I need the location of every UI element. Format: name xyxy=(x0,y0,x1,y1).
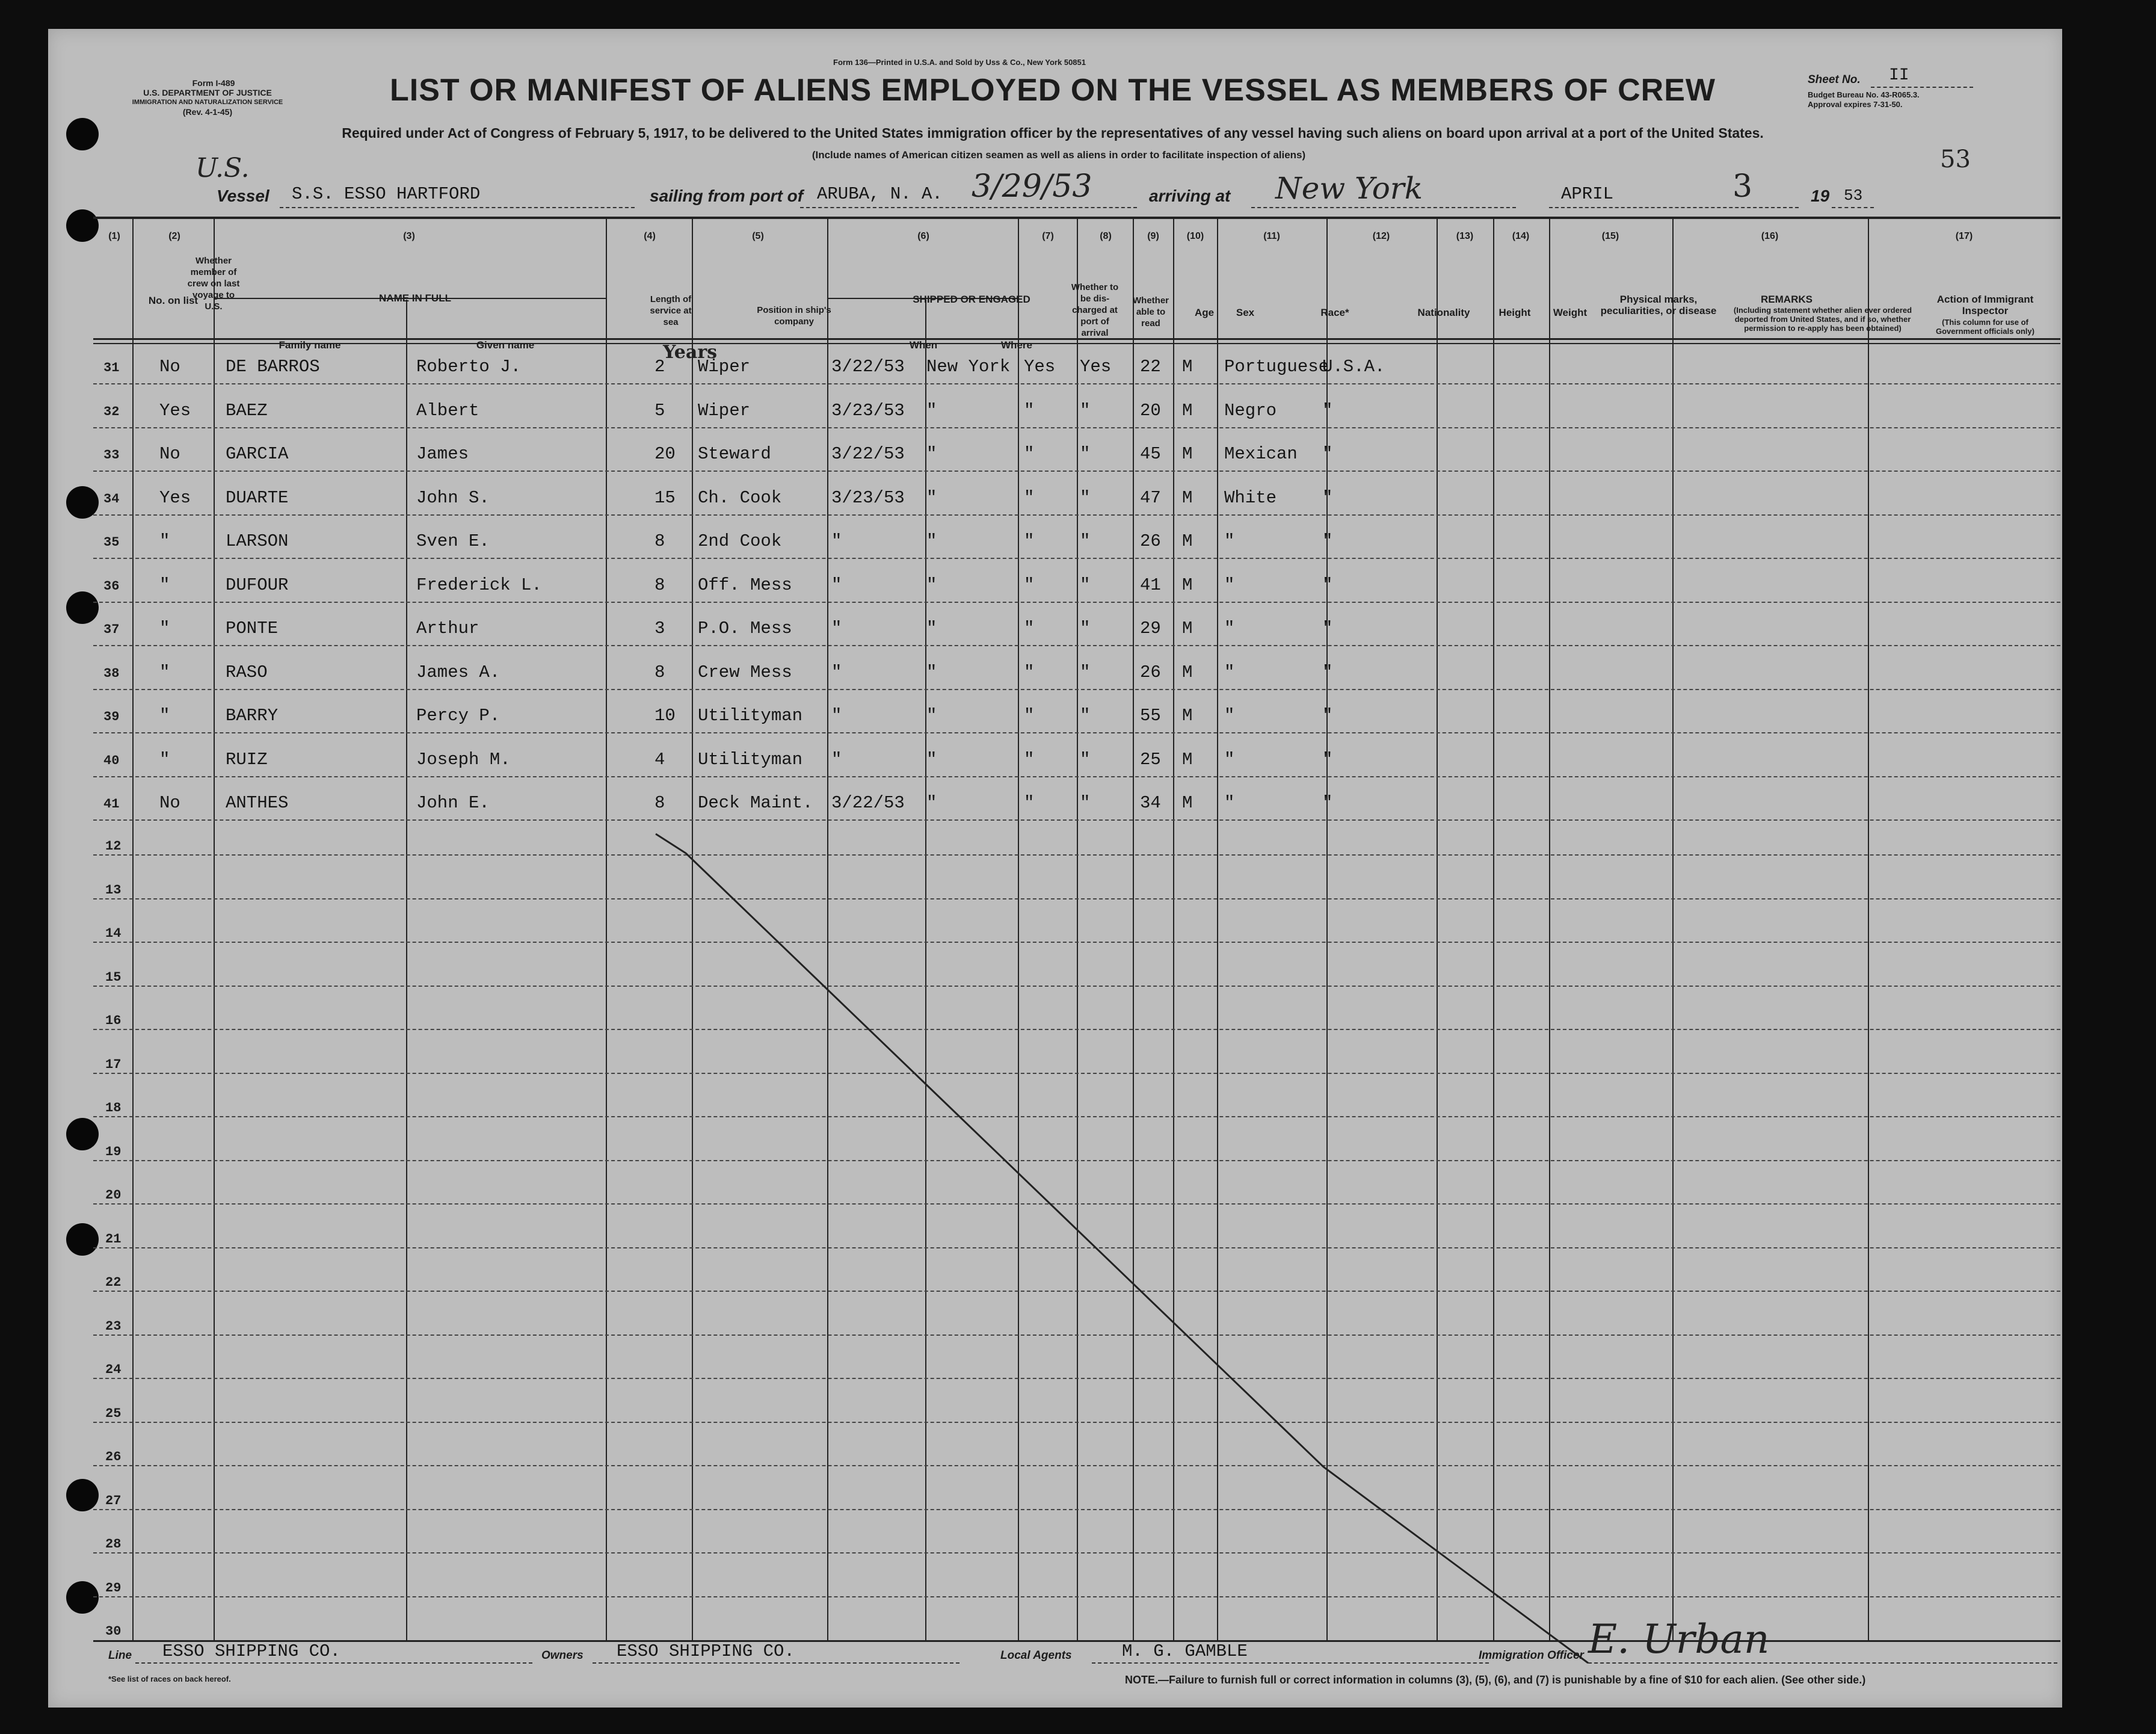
header-race: Race* xyxy=(1320,307,1349,318)
cell-read: " xyxy=(1080,531,1091,551)
line-underline xyxy=(135,1662,532,1664)
cell-nationality: " xyxy=(1322,487,1333,508)
cell-sex: M xyxy=(1182,749,1193,770)
col-num-3: (3) xyxy=(403,231,415,241)
cell-discharged: " xyxy=(1024,400,1035,421)
agents-value: M. G. GAMBLE xyxy=(1122,1641,1248,1661)
cell-sex: M xyxy=(1182,444,1193,464)
col-num-6: (6) xyxy=(917,231,929,241)
sheet-number: II xyxy=(1889,66,1909,85)
col-num-17: (17) xyxy=(1955,231,1973,241)
cell-when: " xyxy=(831,662,842,682)
cell-family: RASO xyxy=(226,662,268,682)
cell-given: Albert xyxy=(416,400,479,421)
cell-race: " xyxy=(1224,793,1235,813)
col-num-1: (1) xyxy=(108,231,120,241)
cell-where: " xyxy=(926,749,937,770)
col-num-15: (15) xyxy=(1601,231,1619,241)
header-physical-marks: Physical marks, peculiarities, or disease xyxy=(1600,294,1717,316)
header-shipped-or-engaged: SHIPPED OR ENGAGED xyxy=(913,294,1030,305)
col-num-14: (14) xyxy=(1512,231,1530,241)
cell-service: 10 xyxy=(654,706,676,726)
cell-race: " xyxy=(1224,749,1235,770)
cell-discharged: " xyxy=(1024,749,1035,770)
cell-nationality: " xyxy=(1322,444,1333,464)
cell-prev: Yes xyxy=(159,400,191,421)
cell-discharged: " xyxy=(1024,444,1035,464)
row-number: 35 xyxy=(103,535,120,550)
cell-age: 26 xyxy=(1140,531,1161,551)
col-num-16: (16) xyxy=(1761,231,1779,241)
row-number: 33 xyxy=(103,448,120,463)
header-name-in-full: NAME IN FULL xyxy=(379,292,451,304)
cell-when: " xyxy=(831,619,842,638)
cell-age: 26 xyxy=(1140,662,1161,682)
cell-when: " xyxy=(831,531,842,551)
empty-row-number: 14 xyxy=(105,926,122,941)
cell-family: LARSON xyxy=(226,531,289,551)
cell-family: RUIZ xyxy=(226,749,268,770)
cell-discharged: " xyxy=(1024,662,1035,682)
header-sex: Sex xyxy=(1236,307,1255,318)
cell-service: 20 xyxy=(654,444,676,464)
header-years-handwritten: Years xyxy=(663,342,718,363)
cell-age: 34 xyxy=(1140,793,1161,813)
col-num-5: (5) xyxy=(752,231,764,241)
page-subtitle-note: (Include names of American citizen seamen as well as aliens in order to facilitate inspection of aliens) xyxy=(812,149,1306,161)
cell-race: Mexican xyxy=(1224,444,1298,464)
cell-service: 8 xyxy=(654,793,665,813)
cell-position: Utilityman xyxy=(698,706,803,726)
vessel-prefix-handwritten: U.S. xyxy=(196,153,250,184)
header-length-of-service: Length of service at sea xyxy=(650,294,692,327)
cell-read: " xyxy=(1080,749,1091,770)
col-num-2: (2) xyxy=(168,231,180,241)
line-label: Line xyxy=(108,1649,132,1662)
cell-prev: Yes xyxy=(159,487,191,508)
cell-discharged: " xyxy=(1024,619,1035,638)
row-number: 39 xyxy=(103,709,120,724)
cell-when: " xyxy=(831,749,842,770)
col-num-4: (4) xyxy=(644,231,656,241)
cell-when: 3/22/53 xyxy=(831,444,905,464)
empty-row-number: 15 xyxy=(105,969,122,985)
cell-service: 5 xyxy=(654,400,665,421)
cell-given: Arthur xyxy=(416,619,479,638)
cell-age: 20 xyxy=(1140,400,1161,421)
col-num-10: (10) xyxy=(1186,231,1204,241)
cell-read: " xyxy=(1080,400,1091,421)
cell-given: Frederick L. xyxy=(416,575,542,595)
vessel-label: Vessel xyxy=(217,187,270,205)
cell-service: 4 xyxy=(654,749,665,770)
cell-race: " xyxy=(1224,619,1235,638)
cell-position: Crew Mess xyxy=(698,662,792,682)
empty-row-number: 24 xyxy=(105,1362,122,1377)
col-num-8: (8) xyxy=(1100,231,1112,241)
header-action-note: (This column for use of Government officials only) xyxy=(1936,318,2034,336)
cell-family: DE BARROS xyxy=(226,357,320,377)
cell-prev: " xyxy=(159,575,170,595)
empty-row-number: 22 xyxy=(105,1275,122,1290)
cell-nationality: " xyxy=(1322,793,1333,813)
cell-nationality: U.S.A. xyxy=(1322,357,1385,377)
cell-prev: " xyxy=(159,531,170,551)
header-age: Age xyxy=(1194,307,1215,318)
cell-prev: " xyxy=(159,619,170,638)
header-when: When xyxy=(909,339,938,351)
page-subtitle: Required under Act of Congress of February 5, 1917, to be delivered to the United States immigration officer by the representatives of any vessel having such aliens on board upon arrival at a port of the United States. xyxy=(342,125,1764,141)
row-number: 40 xyxy=(103,753,120,768)
manifest-sheet xyxy=(48,29,2062,1708)
header-remarks-title: REMARKS xyxy=(1761,294,1813,305)
col-num-11: (11) xyxy=(1263,231,1280,241)
owners-label: Owners xyxy=(541,1649,584,1662)
cell-nationality: " xyxy=(1322,619,1333,638)
empty-row-number: 26 xyxy=(105,1449,122,1464)
cell-family: BAEZ xyxy=(226,400,268,421)
owners-value: ESSO SHIPPING CO. xyxy=(617,1641,795,1661)
row-number: 31 xyxy=(103,360,120,375)
cell-service: 15 xyxy=(654,487,676,508)
cell-given: James xyxy=(416,444,469,464)
cell-nationality: " xyxy=(1322,749,1333,770)
agents-label: Local Agents xyxy=(1000,1649,1072,1662)
page-title: LIST OR MANIFEST OF ALIENS EMPLOYED ON THE VESSEL AS MEMBERS OF CREW xyxy=(390,73,1716,108)
sailing-date-handwritten: 3/29/53 xyxy=(972,168,1092,205)
cell-nationality: " xyxy=(1322,531,1333,551)
cell-service: 8 xyxy=(654,575,665,595)
empty-row-number: 13 xyxy=(105,882,122,898)
header-position: Position in ship's company xyxy=(757,305,831,327)
cell-sex: M xyxy=(1182,793,1193,813)
cell-service: 8 xyxy=(654,662,665,682)
cell-prev: " xyxy=(159,749,170,770)
cell-age: 25 xyxy=(1140,749,1161,770)
col-num-13: (13) xyxy=(1456,231,1474,241)
cell-given: James A. xyxy=(416,662,500,682)
header-nationality: Nationality xyxy=(1417,307,1470,318)
cell-age: 45 xyxy=(1140,444,1161,464)
cell-position: Steward xyxy=(698,444,771,464)
approval-expiry: Approval expires 7-31-50. xyxy=(1808,100,1903,109)
cell-service: 2 xyxy=(654,357,665,377)
sailing-label: sailing from port of xyxy=(650,187,804,205)
cell-discharged: " xyxy=(1024,575,1035,595)
cell-race: " xyxy=(1224,531,1235,551)
empty-row-number: 19 xyxy=(105,1144,122,1159)
cell-prev: No xyxy=(159,793,180,813)
header-no-on-list: No. on list xyxy=(148,295,199,306)
cell-family: BARRY xyxy=(226,706,279,726)
service-name: IMMIGRATION AND NATURALIZATION SERVICE xyxy=(132,99,283,106)
cell-read: " xyxy=(1080,487,1091,508)
cell-family: PONTE xyxy=(226,619,279,638)
cell-family: GARCIA xyxy=(226,444,289,464)
officer-signature: E. Urban xyxy=(1588,1616,1770,1662)
cell-where: " xyxy=(926,793,937,813)
cell-discharged: Yes xyxy=(1024,357,1056,377)
officer-label: Immigration Officer xyxy=(1479,1649,1584,1662)
cell-read: " xyxy=(1080,575,1091,595)
cell-prev: " xyxy=(159,662,170,682)
header-previous-voyage: Whether member of crew on last voyage to U.S. xyxy=(187,256,240,312)
cell-given: John E. xyxy=(416,793,490,813)
budget-bureau: Budget Bureau No. 43-R065.3. xyxy=(1808,90,1920,99)
cell-prev: No xyxy=(159,444,180,464)
cell-sex: M xyxy=(1182,531,1193,551)
empty-row-number: 30 xyxy=(105,1624,122,1639)
cell-discharged: " xyxy=(1024,487,1035,508)
header-able-to-read: Whether able to read xyxy=(1133,295,1169,329)
cell-race: Negro xyxy=(1224,400,1277,421)
cell-position: P.O. Mess xyxy=(698,619,792,638)
form-number: Form I-489 xyxy=(192,78,235,88)
cell-when: 3/23/53 xyxy=(831,400,905,421)
cell-sex: M xyxy=(1182,575,1193,595)
cell-service: 3 xyxy=(654,619,665,638)
arrival-day-handwritten: 3 xyxy=(1732,168,1753,205)
cell-age: 55 xyxy=(1140,706,1161,726)
cell-where: " xyxy=(926,487,937,508)
row-number: 41 xyxy=(103,797,120,812)
vessel-name: S.S. ESSO HARTFORD xyxy=(292,184,481,204)
cell-read: " xyxy=(1080,662,1091,682)
sailing-port: ARUBA, N. A. xyxy=(817,184,943,204)
row-number: 36 xyxy=(103,578,120,594)
cell-where: New York xyxy=(926,357,1011,377)
cell-given: Roberto J. xyxy=(416,357,522,377)
cell-race: Portuguese xyxy=(1224,357,1329,377)
cell-where: " xyxy=(926,400,937,421)
row-number: 32 xyxy=(103,404,120,419)
cancellation-line xyxy=(48,29,2062,1708)
cell-given: Joseph M. xyxy=(416,749,511,770)
cell-nationality: " xyxy=(1322,575,1333,595)
col-num-9: (9) xyxy=(1147,231,1159,241)
cell-where: " xyxy=(926,444,937,464)
empty-row-number: 12 xyxy=(105,839,122,854)
empty-row-number: 29 xyxy=(105,1580,122,1596)
line-value: ESSO SHIPPING CO. xyxy=(162,1641,340,1661)
cell-prev: " xyxy=(159,706,170,726)
department-name: U.S. DEPARTMENT OF JUSTICE xyxy=(143,88,272,97)
arrival-month: APRIL xyxy=(1561,184,1614,204)
cell-where: " xyxy=(926,531,937,551)
empty-row-number: 21 xyxy=(105,1231,122,1247)
cell-given: Sven E. xyxy=(416,531,490,551)
header-discharged: Whether to be dis-charged at port of arrival xyxy=(1071,282,1119,338)
form-revision: (Rev. 4-1-45) xyxy=(182,107,233,117)
cell-nationality: " xyxy=(1322,706,1333,726)
races-note: *See list of races on back hereof. xyxy=(108,1674,231,1683)
cell-sex: M xyxy=(1182,706,1193,726)
header-family-name: Family name xyxy=(279,339,341,351)
cell-read: " xyxy=(1080,444,1091,464)
cell-read: " xyxy=(1080,793,1091,813)
fine-note: NOTE.—Failure to furnish full or correct information in columns (3), (5), (6), and (7) is punishable by a fine of $10 for each alien. (See other side.) xyxy=(1125,1674,1866,1686)
empty-row-number: 16 xyxy=(105,1013,122,1028)
cell-race: " xyxy=(1224,706,1235,726)
cell-discharged: " xyxy=(1024,706,1035,726)
empty-row-number: 25 xyxy=(105,1405,122,1421)
arriving-port-handwritten: New York xyxy=(1275,171,1423,206)
cell-position: 2nd Cook xyxy=(698,531,782,551)
page-number: 53 xyxy=(1940,146,1971,173)
cell-read: " xyxy=(1080,619,1091,638)
cell-sex: M xyxy=(1182,400,1193,421)
cell-nationality: " xyxy=(1322,662,1333,682)
cell-race: " xyxy=(1224,662,1235,682)
row-number: 34 xyxy=(103,491,120,507)
header-height: Height xyxy=(1498,307,1531,318)
cell-family: DUFOUR xyxy=(226,575,289,595)
cell-where: " xyxy=(926,575,937,595)
cell-given: John S. xyxy=(416,487,490,508)
cell-read: " xyxy=(1080,706,1091,726)
cell-sex: M xyxy=(1182,487,1193,508)
header-weight: Weight xyxy=(1553,307,1588,318)
officer-underline xyxy=(1588,1662,2057,1664)
cell-position: Off. Mess xyxy=(698,575,792,595)
cell-age: 47 xyxy=(1140,487,1161,508)
empty-row-number: 18 xyxy=(105,1100,122,1115)
arrival-year: 53 xyxy=(1844,187,1863,205)
cell-family: DUARTE xyxy=(226,487,289,508)
cell-position: Ch. Cook xyxy=(698,487,782,508)
col-num-7: (7) xyxy=(1042,231,1054,241)
cell-position: Deck Maint. xyxy=(698,793,813,813)
cell-sex: M xyxy=(1182,357,1193,377)
empty-row-number: 27 xyxy=(105,1493,122,1508)
cell-service: 8 xyxy=(654,531,665,551)
cell-read: Yes xyxy=(1080,357,1112,377)
cell-position: Utilityman xyxy=(698,749,803,770)
cell-race: " xyxy=(1224,575,1235,595)
row-number: 37 xyxy=(103,622,120,637)
cell-family: ANTHES xyxy=(226,793,289,813)
cell-race: White xyxy=(1224,487,1277,508)
cell-age: 29 xyxy=(1140,619,1161,638)
cell-discharged: " xyxy=(1024,793,1035,813)
cell-position: Wiper xyxy=(698,357,751,377)
header-action-of-inspector: Action of Immigrant Inspector xyxy=(1936,294,2034,316)
cell-when: 3/23/53 xyxy=(831,487,905,508)
header-given-name: Given name xyxy=(476,339,535,351)
cell-when: 3/22/53 xyxy=(831,357,905,377)
col-num-12: (12) xyxy=(1372,231,1390,241)
cell-position: Wiper xyxy=(698,400,751,421)
cell-sex: M xyxy=(1182,619,1193,638)
printer-line: Form 136—Printed in U.S.A. and Sold by Uss & Co., New York 50851 xyxy=(833,58,1086,67)
cell-where: " xyxy=(926,662,937,682)
cell-age: 41 xyxy=(1140,575,1161,595)
empty-row-number: 23 xyxy=(105,1318,122,1334)
empty-row-number: 20 xyxy=(105,1188,122,1203)
cell-when: " xyxy=(831,575,842,595)
cell-when: 3/22/53 xyxy=(831,793,905,813)
empty-row-number: 17 xyxy=(105,1057,122,1072)
cell-given: Percy P. xyxy=(416,706,500,726)
year-prefix: 19 xyxy=(1811,187,1830,205)
cell-prev: No xyxy=(159,357,180,377)
cell-age: 22 xyxy=(1140,357,1161,377)
row-number: 38 xyxy=(103,665,120,681)
sheet-label: Sheet No. xyxy=(1808,73,1861,86)
header-remarks: (Including statement whether alien ever ordered deported from United States, and if so, whether permission to re-apply has been obtained) xyxy=(1733,306,1912,333)
cell-when: " xyxy=(831,706,842,726)
cell-where: " xyxy=(926,619,937,638)
header-where: Where xyxy=(1001,339,1032,351)
cell-discharged: " xyxy=(1024,531,1035,551)
empty-row-number: 28 xyxy=(105,1537,122,1552)
cell-nationality: " xyxy=(1322,400,1333,421)
arriving-label: arriving at xyxy=(1149,187,1231,205)
cell-where: " xyxy=(926,706,937,726)
agents-underline xyxy=(1092,1662,1489,1664)
owners-underline xyxy=(593,1662,959,1664)
cell-sex: M xyxy=(1182,662,1193,682)
